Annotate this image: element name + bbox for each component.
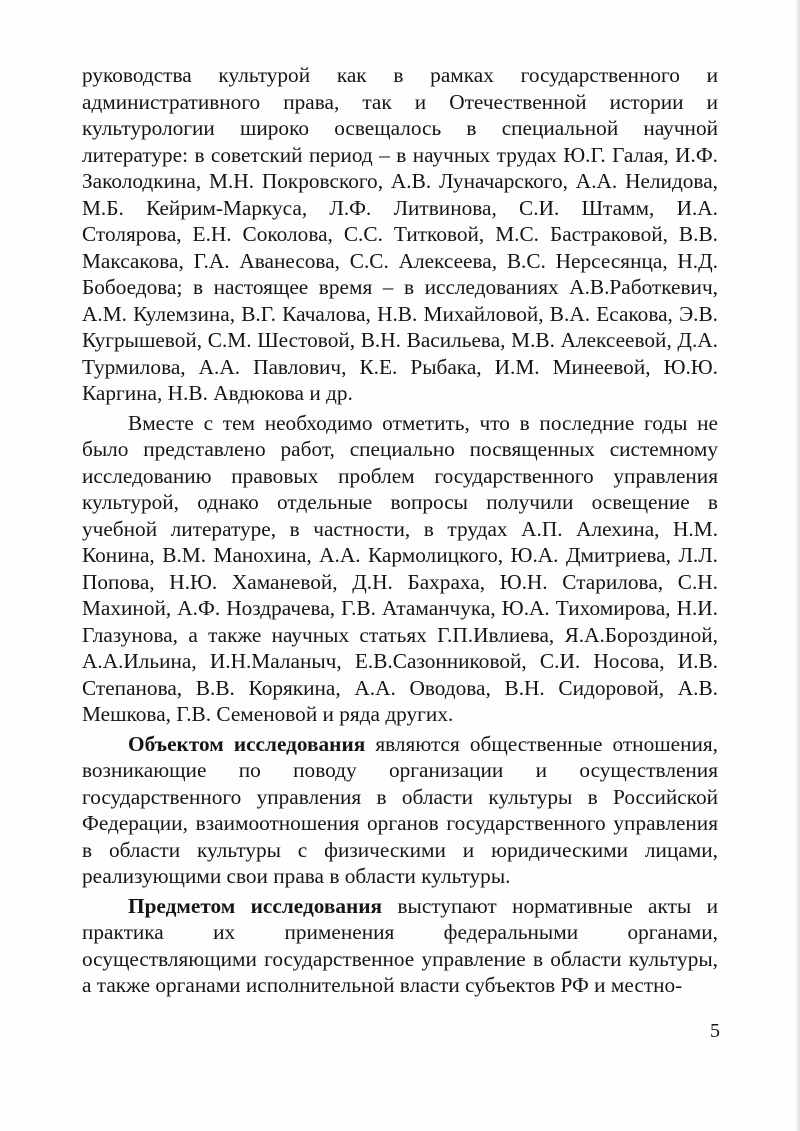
paragraph-research-gap [82,410,718,728]
paragraph-lead-term: Предметом исследования [128,893,383,918]
paragraph-text: Вместе с тем необходимо отметить, что в последние годы не было представлено работ, специально посвященных системному исследованию правовых проблем государственного управления культурой, однако отдельные вопросы получили освещение в учебной литературе, в частности, в трудах А.П. Алехина, Н.М. Конина, В.М. Манохина, А.А. Кармолицкого, Ю.А. Дмитриева, Л.Л. Попова, Н.Ю. Хаманевой, Д.Н. Бахраха, Ю.Н. Старилова, С.Н. Махиной, А.Ф. Ноздрачева, Г.В. Атаманчука, Ю.А. Тихомирова, Н.И. Глазунова, а также научных статьях Г.П.Ивлиева, Я.А.Бороздиной, А.А.Ильина, И.Н.Маланыч, Е.В.Сазонниковой, С.И. Носова, И.В. Степанова, В.В. Корякина, А.А. Оводова, В.Н. Сидоровой, А.В. Мешкова, Г.В. Семеновой и ряда других. [82,410,718,726]
paragraph-research-subject [82,893,718,999]
body-text [82,62,718,999]
paragraph-literature-review [82,62,718,407]
paragraph-text: выступают нормативные акты и практика их применения федеральными органами, осуществляющими государственное управление в области культуры, а также органами исполнительной власти субъектов РФ и местно- [82,893,718,997]
page-edge-shadow [796,0,800,1131]
paragraph-text: руководства культурой как в рамках государственного и административного права, так и Отечественной истории и культурологии широко освещалось в специальной научной литературе: в советский период – в научных трудах Ю.Г. Галая, И.Ф. Заколодкина, М.Н. Покровского, А.В. Луначарского, А.А. Нелидова, М.Б. Кейрим-Маркуса, Л.Ф. Литвинова, С.И. Штамм, И.А. Столярова, Е.Н. Соколова, С.С. Титковой, М.С. Бастраковой, В.В. Максакова, Г.А. Аванесова, С.С. Алексеева, В.С. Нерсесянца, Н.Д. Бобоедова; в настоящее время – в исследованиях А.В.Работкевич, А.М. Кулемзина, В.Г. Качалова, Н.В. Михайловой, В.А. Есакова, Э.В. Кугрышевой, С.М. Шестовой, В.Н. Васильева, М.В. Алексеевой, Д.А. Турмилова, А.А. Павлович, К.Е. Рыбака, И.М. Минеевой, Ю.Ю. Каргина, Н.В. Авдюкова и др. [82,63,718,405]
paragraph-lead-term: Объектом исследования [128,731,366,756]
paragraph-research-object [82,731,718,890]
paragraph-text: являются общественные отношения, возникающие по поводу организации и осуществления государственного управления в области культуры в Российской Федерации, взаимоотношения органов государственного управления в области культуры с физическими и юридическими лицами, реализующими свои права в области культуры. [82,731,718,888]
page-number: 5 [710,1020,720,1042]
